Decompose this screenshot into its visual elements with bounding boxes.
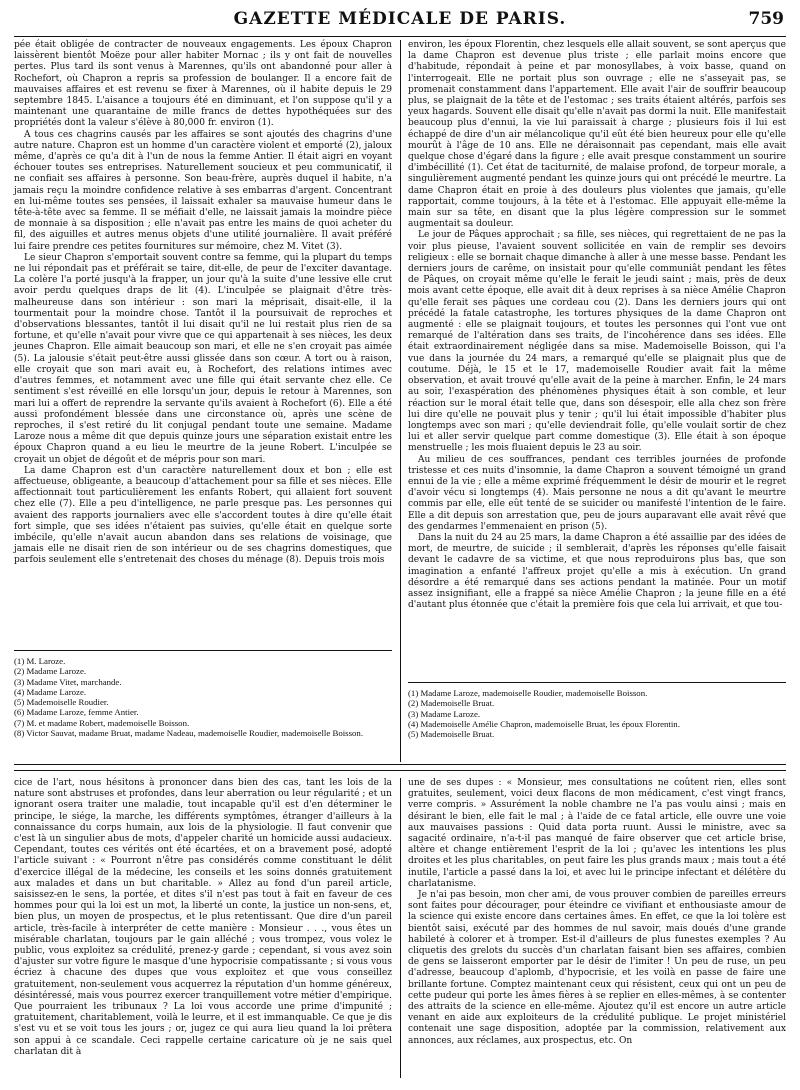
paragraph: cice de l'art, nous hésitons à prononcer dans bien des cas, tant les lois de la nature sont abstruses et profondes, dans leur aberration ou leur régularité ; et un ignorant osera traiter une maladie, tout incapable qu'il est d'en déterminer le principe, le siége, la marche, les différents symptômes, étranger d'ailleurs à la connaissance du corps humain, aux lois de la physiologie. Il faut convenir que c'est là un singulier abus de mots, d'appeler charité un homicide aussi audacieux. Cependant, toutes ces vérités ont été écartées, et on a bravement posé, adopté l'article suivant : « Pourront n'être pas considérés comme constituant le délit d'exercice illégal de la médecine, les conseils et les soins donnés gratuitement aux malades et dans un but charitable. » Allez au fond d'un pareil article, saisissez-en le sens, la portée, et dites s'il n'est pas tout à fait en faveur de ces hommes pour qui la loi est un mot, la liberté un conte, la justice un non-sens, et, bien plus, un moyen de prospectus, et le plus retentissant. Que dire d'un pareil article, très-facile à interpréter de cette manière : Monsieur . . ., vous êtes un misérable charlatan, toujours par le gain alléché ; vous trompez, vous volez le public, vous exploitez sa crédulité, prenez-y garde ; cependant, si vous avez soin d'ajuster sur votre figure le masque d'une hypocrisie compatissante ; si vous vous écriez à chacune des dupes que vous exploitez et que vous conseillez gratuitement, non-seulement vous acquerrez la réputation d'un homme généreux, désintéressé, mais vous pourrez exercer tranquillement votre métier d'empirique. Que pourraient les tribunaux ? La loi vous accorde une prime d'impunité ; gratuitement, charitablement, voilà le leurre, et il est immanquable. Ce que je dis s'est vu et se voit tous les jours ; or, jugez ce qui aura lieu quand la loi prêtera son appui à ce scandale. Ceci rappelle certaine caricature où je ne sais quel charlatan dit à	[14, 778, 392, 1057]
newspaper-page	[14, 6, 786, 1084]
footnotes-right	[408, 688, 786, 739]
paragraph: pée était obligée de contracter de nouveaux engagements. Les époux Chapron laissèrent bientôt Moëze pour aller habiter Mornac ; ils y ont fait de nouvelles pertes. Plus tard ils sont venus à Marennes, qu'ils ont abandonné pour aller à Rochefort, où Chapron a repris sa profession de boulanger. Il a encore fait de mauvaises affaires et est revenu se fixer à Marennes, où il habite depuis le 29 septembre 1845. L'aisance a toujours été en diminuant, et l'on suppose qu'il y a maintenant une quarantaine de mille francs de dettes hypothéquées sur des propriétés dont la valeur s'élève à 80,000 fr. environ (1).	[14, 40, 392, 129]
lower-section	[14, 778, 786, 1084]
footnote: (4) Mademoiselle Amélie Chapron, mademoiselle Bruat, les époux Florentin.	[408, 718, 680, 729]
lower-left-column	[14, 778, 392, 1058]
footnote: (1) Madame Laroze, mademoiselle Roudier, mademoiselle Boisson.	[408, 688, 648, 698]
footnote: (3) Madame Vitet, marchande.	[14, 676, 122, 687]
column-divider	[400, 40, 401, 762]
footnote: (5) Mademoiselle Roudier.	[14, 697, 109, 708]
footnote: (6) Madame Laroze, femme Antier.	[14, 707, 139, 718]
paragraph: Je n'ai pas besoin, mon cher ami, de vous prouver combien de pareilles erreurs sont faites pour décourager, pour éteindre ce vivifiant et enthousiaste amour de la science qui existe encore dans certaines âmes. En effet, ce que la loi tolère est bientôt saisi, exécuté par des hommes de nul savoir, mais doués d'une grande habileté à colorer et à tromper. Est-il d'ailleurs de plus funestes exemples ? Au cliquetis des grelots du succès d'un charlatan faisant bien ses affaires, combien de gens se laisseront emporter par le désir de l'imiter ! Un peu de ruse, un peu d'adresse, beaucoup d'aplomb, d'hypocrisie, et les voilà en passe de faire une brillante fortune. Comptez maintenant ceux qui résistent, ceux qui ont un peu de cette pudeur qui porte les âmes fières à se replier en elles-mêmes, à se contenter des attraits de la science en elle-même. Ajoutez qu'il est encore un autre article venant en aide aux exploiteurs de la crédulité publique. Le projet ministériel contenait une sage disposition, adoptée par la commission, relativement aux annonces, aux réclames, aux prospectus, etc. On	[408, 890, 786, 1046]
paragraph: une de ses dupes : « Monsieur, mes consultations ne coûtent rien, elles sont gratuites, seulement, voici deux flacons de mon médicament, c'est vingt francs, verre compris. » Assurément la noble chambre ne l'a pas voulu ainsi ; mais en désirant le bien, elle fait le mal ; à l'aide de ce fatal article, elle ouvre une voie aux mauvaises passions : Quid data porta ruunt. Aussi le ministre, avec sa sagacité ordinaire, n'a-t-il pas manqué de faire observer que cet article brise, altère et change entièrement l'esprit de la loi ; qu'avec les intentions les plus droites et les plus charitables, on peut faire les plus grands maux ; mais tout a été inutile, l'article a passé dans la loi, et avec lui le principe infectant et délétère du charlatanisme.	[408, 778, 786, 889]
paragraph: environ, les époux Florentin, chez lesquels elle allait souvent, se sont aperçus que la dame Chapron est devenue plus triste ; elle parlait moins encore que d'habitude, répondait à peine et par monosyllabes, à voix basse, quand on l'interrogeait. Elle ne portait plus son ouvrage ; elle ne s'asseyait pas, se promenait constamment dans l'appartement. Elle avait l'air de souffrir beaucoup plus, se plaignait de la tête et de l'estomac ; ses traits étaient altérés, parfois ses yeux hagards. Souvent elle disait qu'elle n'avait pas dormi la nuit. Elle manifestait beaucoup plus d'ennui, la vie lui paraissait à charge ; plusieurs fois il lui est échappé de dire d'un air mélancolique qu'il eût été bien heureux pour elle qu'elle mourût à l'âge de 10 ans. Elle ne déraisonnait pas cependant, mais elle avait quelque chose d'égaré dans la figure ; elle avait presque constamment un sourire d'imbécillité (1). Cet état de taciturnité, de malaise profond, de torpeur morale, a singulièrement augmenté pendant les quinze jours qui ont précédé le meurtre. La dame Chapron était en proie à des douleurs plus violentes que jamais, qu'elle rapportait, comme toujours, à la tête et à l'estomac. Elle appuyait elle-même la main sur sa tête, en disant que la plus légère compression sur le sommet augmentait sa douleur.	[408, 40, 786, 230]
footnote: (4) Madame Laroze.	[14, 686, 87, 697]
paragraph: La dame Chapron est d'un caractère naturellement doux et bon ; elle est affectueuse, obligeante, a beaucoup d'attachement pour sa fille et ses nièces. Elle affectionnait tout particulièrement les enfants Robert, qui allaient fort souvent chez elle (7). Elle a peu d'intelligence, ne parle presque pas. Les personnes qui avaient des rapports journaliers avec elle s'accordent toutes à dire qu'elle était fort simple, que ses idées n'étaient pas suivies, qu'elle était en quelque sorte imbécile, qu'elle n'avait aucun abandon dans ses relations de voisinage, que jamais elle ne disait rien de son intérieur ou de ses chagrins domestiques, que parfois seulement elle s'entretenait des choses du ménage (8). Depuis trois mois	[14, 465, 392, 566]
section-separator	[14, 764, 786, 771]
footnote-rule-left	[14, 650, 392, 651]
footnote: (7) M. et madame Robert, mademoiselle Boisson.	[14, 717, 190, 728]
footnotes-left	[14, 656, 392, 738]
footnote-rule-right	[408, 682, 786, 683]
running-title: GAZETTE MÉDICALE DE PARIS.	[233, 9, 567, 29]
upper-section	[14, 40, 786, 762]
footnote: (3) Madame Laroze.	[408, 708, 481, 719]
footnote: (2) Mademoiselle Bruat.	[408, 698, 495, 709]
paragraph: A tous ces chagrins causés par les affaires se sont ajoutés des chagrins d'une autre nature. Chapron est un homme d'un caractère violent et emporté (2), jaloux même, d'après ce qu'a dit à l'un de nous la femme Antier. Il était aigri en voyant échouer toutes ses entreprises. Naturellement soucieux et peu communicatif, il ne confiait ses affaires à personne. Son beau-frère, auprès duquel il habite, n'a jamais reçu la moindre confidence relative à ses embarras d'argent. Concentrant en lui-même toutes ses pensées, il laissait exhaler sa mauvaise humeur dans le tête-à-tête avec sa femme. Il se méfiait d'elle, ne laissait jamais la moindre pièce de monnaie à sa disposition ; elle n'avait pas entre les mains de quoi acheter du fil, des aiguilles et autres menus objets d'une utilité journalière. Il avait préféré lui faire prendre ces petites fournitures sur mémoire, chez M. Vitet (3).	[14, 129, 392, 252]
paragraph: Le jour de Pâques approchait ; sa fille, ses nièces, qui regrettaient de ne pas la voir plus pieuse, l'avaient souvent sollicitée en vain de remplir ses devoirs religieux : elle se bornait chaque dimanche à aller à une messe basse. Pendant les derniers jours de carême, on insistait pour qu'elle communiât pendant les fêtes de Pâques, on croyait même qu'elle le ferait le jeudi saint ; mais, près de deux mois avant cette époque, elle avait dit à deux reprises à sa nièce Amélie Chapron qu'elle ferait ses pâques une cordeau cou (2). Dans les derniers jours qui ont précédé la fatale catastrophe, les tortures physiques de la dame Chapron ont augmenté : elle se plaignait toujours, et toutes les personnes qui l'ont vue ont remarqué de l'altération dans ses traits, de l'incohérence dans ses idées. Elle était extraordinairement négligée dans sa mise. Mademoiselle Boisson, qui l'a vue dans la journée du 24 mars, a remarqué qu'elle se plaignait plus que de coutume. Déjà, le 15 et le 17, mademoiselle Roudier avait fait la même observation, et avait trouvé qu'elle avait de la peine à marcher. Enfin, le 24 mars au soir, l'exaspération des phénomènes physiques était à son comble, et leur réaction sur le moral était telle que, dans son désespoir, elle alla chez son frère lui dire qu'elle ne pouvait plus y tenir ; qu'il lui était impossible d'habiter plus longtemps avec son mari ; qu'elle deviendrait folle, qu'elle voulait sortir de chez lui et aller servir quelque part comme domestique (3). Elle était à son époque menstruelle ; les mois fluaient depuis le 23 au soir.	[408, 230, 786, 454]
paragraph: Le sieur Chapron s'emportait souvent contre sa femme, qui la plupart du temps ne lui répondait pas et préférait se taire, dit-elle, de peur de l'exciter davantage. La colère l'a porté jusqu'à la frapper, un jour qu'à la suite d'une lessive elle crut avoir perdu quelques draps de lit (4). L'inculpée se plaignait d'être très-malheureuse dans son intérieur : son mari la méprisait, disait-elle, il la tourmentait pour la moindre chose. Tantôt il la poursuivait de reproches et d'observations blessantes, tantôt il lui disait qu'il ne lui restait plus rien de sa fortune, et qu'elle n'avait pour vivre que ce qui appartenait à ses nièces, les deux jeunes Chapron. Elle aimait beaucoup son mari, et elle ne s'en croyait pas aimée (5). La jalousie s'était peut-être aussi glissée dans son cœur. A tort ou à raison, elle croyait que son mari avait eu, à Rochefort, des relations intimes avec d'autres femmes, et notamment avec une fille qui était servante chez elle. Ce sentiment s'est réveillé en elle lorsqu'un jour, depuis le retour à Marennes, son mari lui a offert de reprendre la servante qu'ils avaient à Rochefort (6). Elle a été aussi profondément blessée dans une circonstance où, après une scène de reproches, il s'est retiré du lit conjugal pendant toute une semaine. Madame Laroze nous a même dit que depuis quinze jours une séparation existait entre les époux Chapron quand a eu lieu le meurtre de la jeune Robert. L'inculpée se croyait un objet de dégoût et de mépris pour son mari.	[14, 252, 392, 465]
page-header	[14, 6, 786, 37]
right-column	[408, 40, 786, 611]
footnote: (8) Victor Sauvat, madame Bruat, madame Nadeau, mademoiselle Roudier, mademoiselle Boisson.	[14, 728, 364, 739]
footnote: (5) Mademoiselle Bruat.	[408, 729, 495, 740]
footnote: (1) M. Laroze.	[14, 656, 66, 666]
paragraph: Au milieu de ces souffrances, pendant ces terribles journées de profonde tristesse et ces nuits d'insomnie, la dame Chapron a souvent témoigné un grand ennui de la vie ; elle a même exprimé fréquemment le désir de mourir et le regret d'avoir vécu si longtemps (4). Mais personne ne nous a dit qu'avant le meurtre commis par elle, elle eût tenté de se suicider ou manifesté l'intention de le faire. Elle a dit depuis son arrestation que, peu de jours auparavant elle avait rêvé que des gendarmes l'emmenaient en prison (5).	[408, 454, 786, 532]
lower-right-column	[408, 778, 786, 1047]
column-divider	[400, 778, 401, 1078]
paragraph: Dans la nuit du 24 au 25 mars, la dame Chapron a été assaillie par des idées de mort, de meurtre, de suicide ; il semblerait, d'après les réponses qu'elle faisait devant le cadavre de sa victime, et que nous reproduirons plus bas, que son imagination a enfanté l'affreux projet qu'elle a mis à exécution. Un grand désordre a été remarqué dans ses actions pendant la matinée. Pour un motif assez insignifiant, elle a frappé sa nièce Amélie Chapron ; la jeune fille en a été d'autant plus étonnée que c'était la première fois que cela lui arrivait, et que tou-	[408, 532, 786, 611]
page-number: 759	[748, 9, 784, 29]
footnote: (2) Madame Laroze.	[14, 666, 87, 677]
left-column	[14, 40, 392, 567]
